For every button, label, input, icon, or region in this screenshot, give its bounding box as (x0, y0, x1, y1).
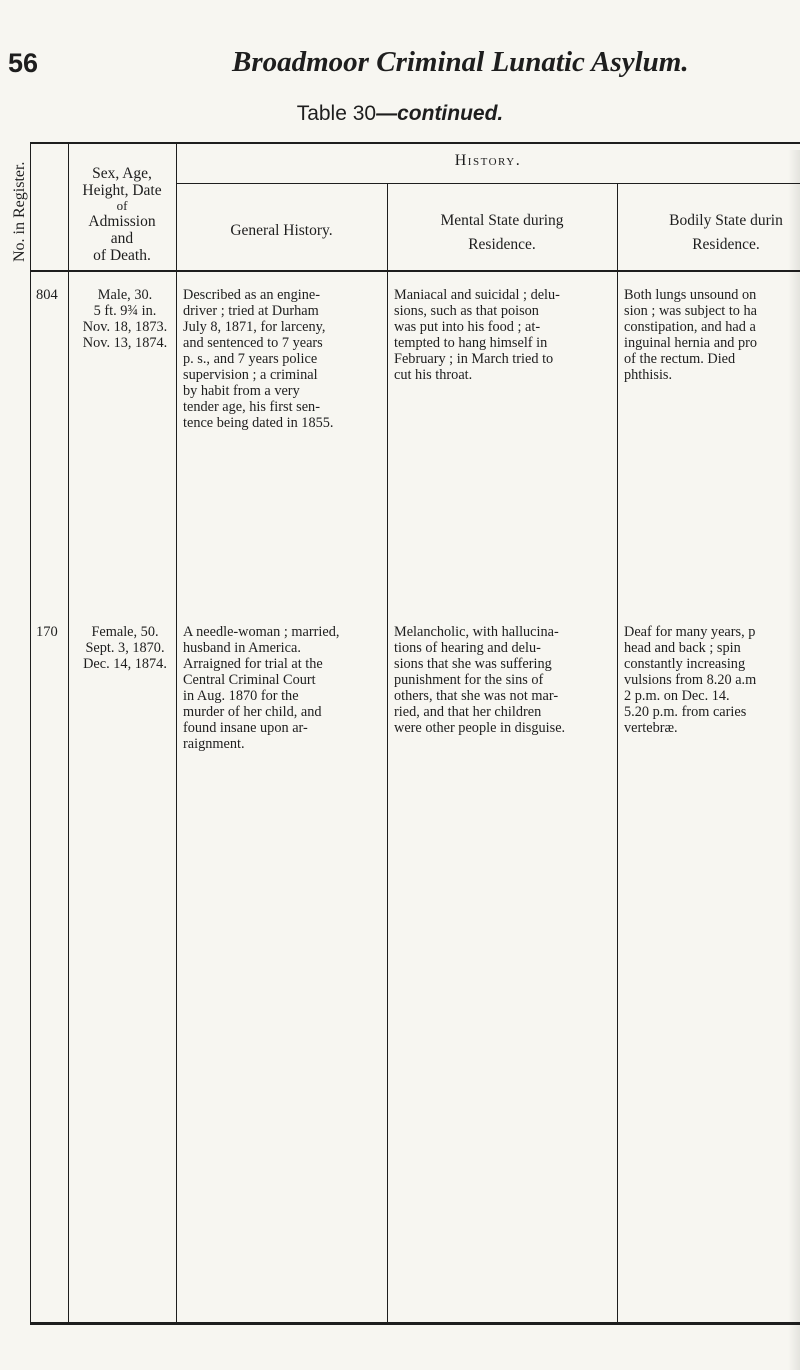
general-history-header: General History. (230, 222, 333, 239)
mental-state-cell (394, 287, 560, 383)
cell-line: Central Criminal Court (183, 672, 316, 688)
cell-line: found insane upon ar- (183, 720, 308, 736)
bodily-state-header-line: Bodily State durin (669, 212, 783, 229)
cell-line: tions of hearing and delu- (394, 640, 541, 656)
table-caption (0, 102, 800, 126)
cell-line: Male, 30. (97, 287, 153, 303)
cell-line: phthisis. (624, 367, 673, 383)
sex-age-header-line: of Death. (93, 247, 151, 264)
cell-line: vertebræ. (624, 720, 678, 736)
sex-age-cell (78, 624, 172, 672)
cell-line: Sept. 3, 1870. (85, 640, 165, 656)
running-head: Broadmoor Criminal Lunatic Asylum. (232, 46, 689, 78)
history-sub-rule (176, 183, 800, 184)
cell-line: vulsions from 8.20 a.m (624, 672, 757, 688)
cell-line: sion ; was subject to ha (624, 303, 758, 319)
general-col-rule (387, 183, 388, 1324)
cell-line: sions, such as that poison (394, 303, 539, 319)
register-no-header: No. in Register. (11, 161, 28, 262)
cell-line: July 8, 1871, for larceny, (183, 319, 326, 335)
cell-line: punishment for the sins of (394, 672, 544, 688)
cell-line: Female, 50. (91, 624, 159, 640)
cell-line: supervision ; a criminal (183, 367, 318, 383)
cell-line: 2 p.m. on Dec. 14. (624, 688, 730, 704)
cell-line: constipation, and had a (624, 319, 756, 335)
mental-col-rule (617, 183, 618, 1324)
left-border-rule (30, 142, 31, 1324)
cell-line: driver ; tried at Durham (183, 303, 319, 319)
cell-line: 5.20 p.m. from caries (624, 704, 747, 720)
page-edge-shadow (788, 150, 800, 1370)
bodily-state-cell (624, 624, 756, 736)
cell-line: cut his throat. (394, 367, 473, 383)
cell-line: tempted to hang himself in (394, 335, 548, 351)
bodily-state-header-line: Residence. (692, 236, 760, 253)
cell-line: Dec. 14, 1874. (83, 656, 167, 672)
cell-line: inguinal hernia and pro (624, 335, 758, 351)
sex-age-header (70, 165, 174, 264)
cell-line: sions that she was suffering (394, 656, 552, 672)
sex-age-cell (78, 287, 172, 351)
cell-line: husband in America. (183, 640, 301, 656)
bodily-state-header (636, 212, 800, 253)
page-number: 56 (8, 48, 39, 78)
cell-line: were other people in disguise. (394, 720, 566, 736)
bodily-state-cell (624, 287, 757, 383)
cell-line: Deaf for many years, p (624, 624, 756, 640)
register-no-cell: 804 (36, 287, 58, 303)
sexage-col-rule (176, 142, 177, 1324)
cell-line: tender age, his first sen- (183, 399, 320, 415)
cell-line: by habit from a very (183, 383, 300, 399)
sex-age-header-line: and (110, 230, 134, 247)
table-top-rule (30, 142, 800, 144)
cell-line: Maniacal and suicidal ; delu- (394, 287, 560, 303)
mental-state-cell (394, 624, 565, 736)
cell-line: p. s., and 7 years police (183, 351, 318, 367)
register-no-cell: 170 (36, 624, 58, 640)
cell-line: Described as an engine- (183, 287, 320, 303)
sex-age-header-line: Height, Date (82, 182, 162, 199)
cell-line: others, that she was not mar- (394, 688, 559, 704)
cell-line: February ; in March tried to (394, 351, 554, 367)
cell-line: head and back ; spin (624, 640, 741, 656)
cell-line: A needle-woman ; married, (183, 624, 340, 640)
general-history-cell (183, 624, 339, 752)
cell-line: and sentenced to 7 years (183, 335, 323, 351)
mental-state-header-line: Mental State during (440, 212, 564, 229)
table-bottom-rule (30, 1322, 800, 1325)
cell-line: Arraigned for trial at the (183, 656, 323, 672)
table-label: Table 30 (296, 102, 377, 125)
sex-age-header-line: Sex, Age, (92, 165, 152, 182)
cell-line: constantly increasing (624, 656, 746, 672)
mental-state-header-line: Residence. (468, 236, 536, 253)
cell-line: of the rectum. Died (624, 351, 736, 367)
cell-line: 5 ft. 9¾ in. (93, 303, 157, 319)
general-history-cell (183, 287, 333, 431)
cell-line: tence being dated in 1855. (183, 415, 334, 431)
cell-line: in Aug. 1870 for the (183, 688, 299, 704)
sex-age-header-line: of (116, 198, 128, 213)
cell-line: Nov. 18, 1873. (82, 319, 168, 335)
cell-line: murder of her child, and (183, 704, 322, 720)
cell-line: raignment. (183, 736, 245, 752)
cell-line: Melancholic, with hallucina- (394, 624, 559, 640)
cell-line: ried, and that her children (394, 704, 542, 720)
continued-label: —continued. (376, 102, 504, 125)
header-bottom-rule (30, 270, 800, 272)
cell-line: was put into his food ; at- (394, 319, 541, 335)
cell-line: Both lungs unsound on (624, 287, 757, 303)
register-col-rule (68, 142, 69, 1324)
history-header: History. (454, 152, 522, 169)
sex-age-header-line: Admission (88, 213, 156, 230)
mental-state-header (389, 212, 615, 253)
cell-line: Nov. 13, 1874. (82, 335, 168, 351)
